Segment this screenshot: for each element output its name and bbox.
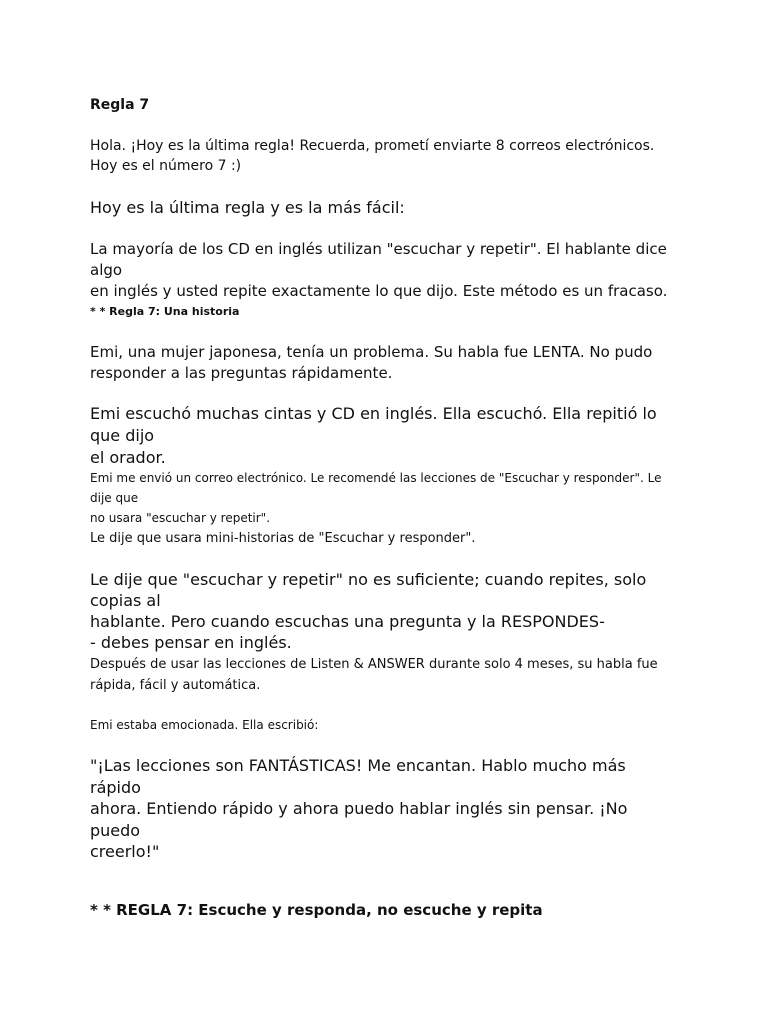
story-subheading: * * Regla 7: Una historia	[90, 305, 240, 318]
after-lessons-paragraph: Después de usar las lecciones de Listen & ANSWER durante solo 4 meses, su habla fue rápida, fácil y automática.	[90, 657, 658, 693]
intro-paragraph: Hola. ¡Hoy es la última regla! Recuerda, prometí enviarte 8 correos electrónicos. Hoy es el número 7 :)	[90, 138, 655, 174]
emi-problem-paragraph: Emi, una mujer japonesa, tenía un problema. Su habla fue LENTA. No pudo responder a las preguntas rápidamente.	[90, 343, 653, 382]
cd-paragraph: La mayoría de los CD en inglés utilizan "escuchar y repetir". El hablante dice algo en inglés y usted repite exactamente lo que dijo. Este método es un fracaso.	[90, 240, 668, 300]
excited-paragraph: Emi estaba emocionada. Ella escribió:	[90, 718, 319, 732]
today-rule-paragraph: Hoy es la última regla y es la más fácil:	[90, 198, 405, 217]
not-enough-paragraph: Le dije que "escuchar y repetir" no es suficiente; cuando repites, solo copias al hablante. Pero cuando escuchas una pregunta y la RESPONDES- - debes pensar en inglés.	[90, 570, 647, 652]
quote-paragraph: "¡Las lecciones son FANTÁSTICAS! Me encantan. Hablo mucho más rápido ahora. Entiendo rápido y ahora puedo hablar inglés sin pensar. ¡No puedo creerlo!"	[90, 756, 628, 861]
emi-listened-paragraph: Emi escuchó muchas cintas y CD en inglés. Ella escuchó. Ella repitió lo que dijo el orador.	[90, 404, 657, 467]
mini-stories-paragraph: Le dije que usara mini-historias de "Escuchar y responder".	[90, 531, 476, 546]
document-title: Regla 7	[90, 97, 150, 113]
emi-email-paragraph: Emi me envió un correo electrónico. Le recomendé las lecciones de "Escuchar y responder". Le dije que no usara "escuchar y repetir".	[90, 471, 662, 525]
rule-heading: * * REGLA 7: Escuche y responda, no escuche y repita	[90, 901, 543, 919]
